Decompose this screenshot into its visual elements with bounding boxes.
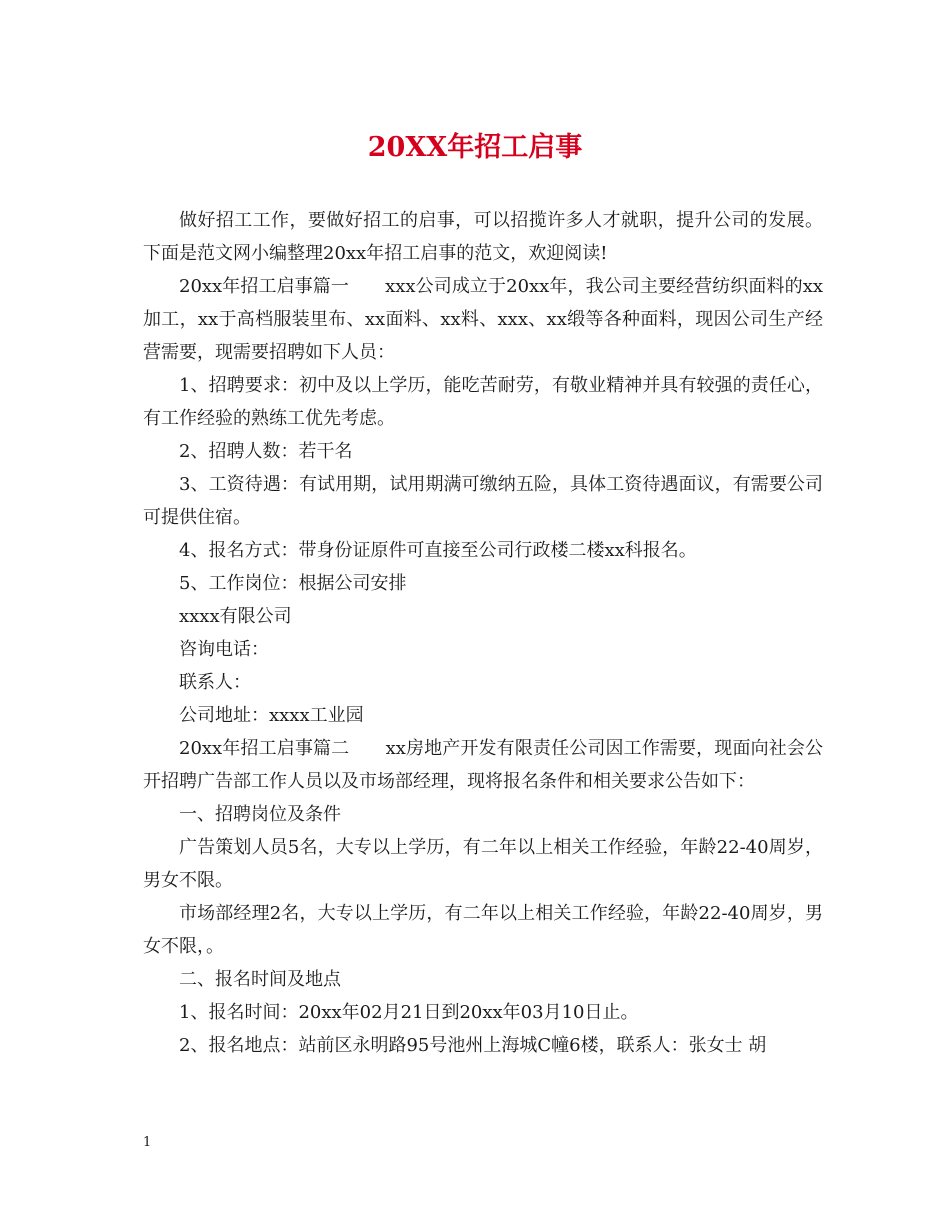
document-body — [143, 204, 823, 1062]
paragraph-position: 5、工作岗位：根据公司安排 — [179, 573, 407, 594]
paragraph-market-manager: 市场部经理2名，大专以上学历，有二年以上相关工作经验，年龄22-40周岁，男女不限，。 — [143, 903, 823, 957]
paragraph-ad-planner: 广告策划人员5名，大专以上学历，有二年以上相关工作经验，年龄22-40周岁，男女不限。 — [143, 837, 823, 891]
paragraph-registration-time: 1、报名时间：20xx年02月21日到20xx年03月10日止。 — [179, 1002, 639, 1023]
paragraph-registration-location: 2、报名地点：站前区永明路95号池州上海城C幢6楼，联系人：张女士 胡 — [179, 1035, 767, 1056]
section-heading-positions: 一、招聘岗位及条件 — [179, 804, 341, 825]
page-number: 1 — [143, 1135, 152, 1150]
paragraph-intro: 做好招工工作，要做好招工的启事，可以招揽许多人才就职，提升公司的发展。下面是范文网小编整理20xx年招工启事的范文，欢迎阅读! — [143, 210, 823, 264]
document-title: 20XX年招工启事 — [367, 132, 583, 163]
paragraph-article-two: 20xx年招工启事篇二 xx房地产开发有限责任公司因工作需要，现面向社会公开招聘广告部工作人员以及市场部经理，现将报名条件和相关要求公告如下： — [143, 738, 823, 792]
paragraph-salary: 3、工资待遇：有试用期，试用期满可缴纳五险，具体工资待遇面议，有需要公司可提供住宿。 — [143, 474, 823, 528]
paragraph-headcount: 2、招聘人数：若干名 — [179, 441, 353, 462]
section-heading-time-location: 二、报名时间及地点 — [179, 969, 341, 990]
paragraph-article-one: 20xx年招工启事篇一 xxx公司成立于20xx年，我公司主要经营纺织面料的xx加工，xx于高档服装里布、xx面料、xx料、xxx、xx缎等各种面料，现因公司生产经营需要，现需要招聘如下人员： — [143, 276, 823, 363]
paragraph-phone: 咨询电话： — [179, 639, 269, 660]
paragraph-requirements: 1、招聘要求：初中及以上学历，能吃苦耐劳，有敬业精神并具有较强的责任心，有工作经验的熟练工优先考虑。 — [143, 375, 823, 429]
paragraph-application-method: 4、报名方式：带身份证原件可直接至公司行政楼二楼xx科报名。 — [179, 540, 697, 561]
paragraph-address: 公司地址：xxxx工业园 — [179, 705, 364, 726]
paragraph-company-name: xxxx有限公司 — [179, 606, 292, 627]
paragraph-contact: 联系人： — [179, 672, 251, 693]
